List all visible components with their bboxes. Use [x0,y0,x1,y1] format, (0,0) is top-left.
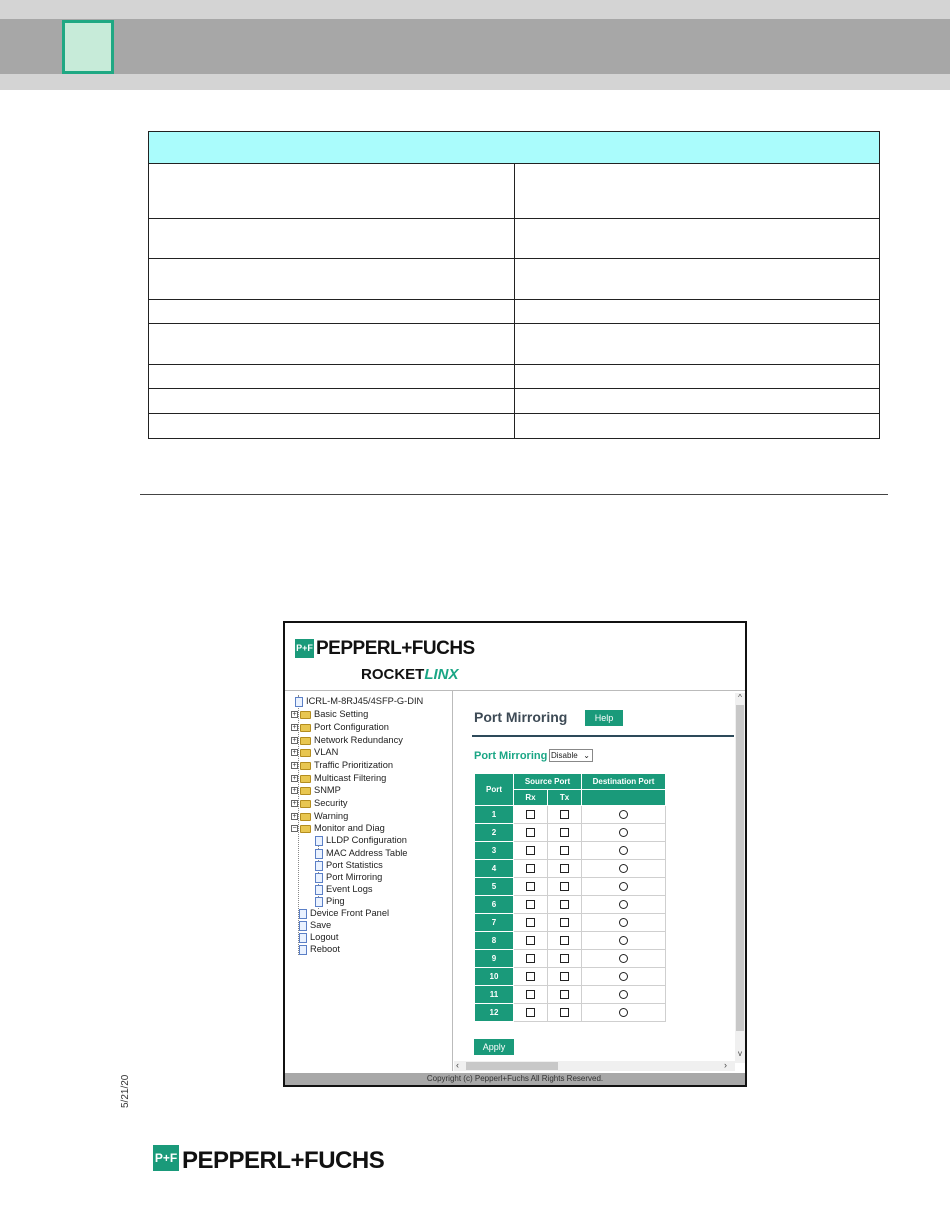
scroll-right-icon[interactable]: › [724,1060,727,1070]
chevron-down-icon: ⌄ [583,751,590,760]
tree-folder-port-configuration[interactable] [291,721,389,733]
scroll-up-icon[interactable]: ^ [738,693,742,702]
port-mirroring-table [474,773,666,1022]
tx-checkbox[interactable] [560,936,569,945]
copyright-footer: Copyright (c) Pepperl+Fuchs All Rights Reserved. [285,1073,745,1085]
rx-checkbox[interactable] [526,882,535,891]
tx-checkbox-cell [548,932,582,950]
destination-radio-cell [582,986,666,1004]
table-cell [149,365,515,389]
tree-item-mac-address-table[interactable] [315,847,407,859]
tx-checkbox[interactable] [560,864,569,873]
vertical-scrollbar[interactable] [735,693,745,1063]
port-mirroring-screenshot [283,621,747,1087]
content-pane [454,691,734,1071]
destination-radio-cell [582,1004,666,1022]
destination-radio-cell [582,806,666,824]
tree-folder-security[interactable] [291,797,348,809]
tree-item-port-statistics[interactable] [315,859,383,871]
table-cell [149,414,515,439]
tx-checkbox-cell [548,1004,582,1022]
tx-checkbox[interactable] [560,918,569,927]
table-cell [514,324,880,365]
tree-item-label: Logout [310,932,339,942]
folder-icon [300,813,311,821]
destination-radio-cell [582,932,666,950]
tree-item-port-mirroring[interactable] [315,871,382,883]
table-row [475,950,666,968]
table-cell [514,164,880,219]
expand-icon[interactable]: + [292,737,297,745]
rx-checkbox[interactable] [526,810,535,819]
destination-radio-cell [582,824,666,842]
document-icon [315,849,323,859]
tree-item-save[interactable] [299,919,331,931]
table-row [475,968,666,986]
port-mirroring-select[interactable] [549,749,593,762]
tx-checkbox[interactable] [560,846,569,855]
port-number: 3 [475,842,514,860]
port-number: 1 [475,806,514,824]
destination-subheader [582,790,666,806]
rx-checkbox-cell [514,842,548,860]
rx-header: Rx [514,790,548,806]
table-row [475,878,666,896]
help-button[interactable]: Help [585,710,623,726]
destination-radio-cell [582,896,666,914]
table-cell [514,219,880,259]
tree-folder-multicast-filtering[interactable] [291,772,386,784]
folder-icon [300,737,311,745]
product-suffix: LINX [424,666,459,683]
tree-item-label: SNMP [314,785,341,795]
tree-item-label: Port Statistics [326,860,383,870]
tx-checkbox[interactable] [560,828,569,837]
tree-item-lldp-configuration[interactable] [315,834,407,846]
tx-checkbox[interactable] [560,900,569,909]
table-cell [149,219,515,259]
document-icon [299,933,307,943]
table-cell [149,259,515,300]
document-icon [299,945,307,955]
tree-root-device[interactable] [295,695,423,707]
port-number: 12 [475,1004,514,1022]
tree-folder-traffic-prioritization[interactable] [291,759,393,771]
tree-item-label: Security [314,798,348,808]
folder-icon [300,749,311,757]
rx-checkbox-cell [514,860,548,878]
tx-checkbox[interactable] [560,810,569,819]
port-number: 11 [475,986,514,1004]
expand-icon[interactable]: + [292,711,297,719]
table-row [475,986,666,1004]
table-cell [149,324,515,365]
tree-item-ping[interactable] [315,895,345,907]
tree-item-label: MAC Address Table [326,848,408,858]
tx-checkbox-cell [548,806,582,824]
document-icon [299,921,307,931]
port-number: 7 [475,914,514,932]
table-row [475,824,666,842]
brand-name: PEPPERL+FUCHS [316,638,475,659]
chapter-marker [62,20,114,74]
rx-checkbox-cell [514,914,548,932]
table-row [475,806,666,824]
tx-checkbox-cell [548,878,582,896]
tx-checkbox-cell [548,986,582,1004]
page-title: Port Mirroring [474,709,568,725]
tree-item-label: Event Logs [326,884,373,894]
table-cell [514,365,880,389]
rx-checkbox-cell [514,896,548,914]
rx-checkbox[interactable] [526,936,535,945]
document-icon [315,897,323,907]
expand-icon[interactable]: + [292,800,297,808]
table-row [475,914,666,932]
table-row [475,842,666,860]
tree-item-label: LLDP Configuration [326,835,407,845]
destination-radio-cell [582,950,666,968]
table-cell [514,389,880,414]
port-mirroring-label: Port Mirroring [474,750,548,762]
tree-item-label: ICRL-M-8RJ45/4SFP-G-DIN [306,696,424,706]
destination-radio-cell [582,878,666,896]
destination-port-header: Destination Port [582,774,666,790]
scrollbar-thumb[interactable] [466,1062,558,1070]
expand-icon[interactable]: + [292,775,297,783]
expand-icon[interactable]: + [292,813,297,821]
product-logo [361,666,459,683]
destination-radio[interactable] [619,936,628,945]
folder-icon [300,787,311,795]
table-row [475,932,666,950]
table-cell [149,300,515,324]
rx-checkbox[interactable] [526,972,535,981]
footer-brand-name: PEPPERL+FUCHS [182,1147,385,1174]
document-icon [299,909,307,919]
tx-checkbox[interactable] [560,954,569,963]
folder-icon [300,762,311,770]
destination-radio[interactable] [619,990,628,999]
tree-item-label: Traffic Prioritization [314,760,394,770]
tree-item-event-logs[interactable] [315,883,373,895]
destination-radio[interactable] [619,972,628,981]
tree-item-device-front-panel[interactable] [299,907,389,919]
document-icon [295,697,303,707]
rx-checkbox[interactable] [526,1008,535,1017]
open-folder-icon [300,825,311,833]
table-cell [149,164,515,219]
tree-item-label: Monitor and Diag [314,823,385,833]
section-divider [140,494,888,495]
folder-icon [300,724,311,732]
tree-item-label: Reboot [310,944,340,954]
header-bottom-band [0,74,950,90]
tree-item-label: VLAN [314,747,339,757]
folder-icon [300,711,311,719]
parameter-table-header [149,132,880,164]
document-icon [315,873,323,883]
tree-item-label: Device Front Panel [310,908,390,918]
destination-radio[interactable] [619,846,628,855]
port-column-header: Port [475,774,514,806]
destination-radio[interactable] [619,828,628,837]
tx-checkbox-cell [548,950,582,968]
tx-checkbox[interactable] [560,972,569,981]
rx-checkbox-cell [514,932,548,950]
tree-folder-warning[interactable] [291,810,348,822]
table-row [475,896,666,914]
folder-icon [300,775,311,783]
table-row [475,860,666,878]
tree-folder-vlan[interactable] [291,746,338,758]
expand-icon[interactable]: + [292,787,297,795]
tree-item-label: Save [310,920,332,930]
destination-radio[interactable] [619,954,628,963]
tree-item-label: Port Configuration [314,722,389,732]
source-port-header: Source Port [514,774,582,790]
collapse-icon[interactable]: − [292,825,297,833]
port-number: 10 [475,968,514,986]
destination-radio-cell [582,860,666,878]
table-cell [514,259,880,300]
destination-radio-cell [582,968,666,986]
title-divider [472,735,734,737]
tree-folder-basic-setting[interactable] [291,708,368,720]
tx-checkbox[interactable] [560,1008,569,1017]
table-cell [149,389,515,414]
tx-checkbox-cell [548,968,582,986]
scroll-left-icon[interactable]: ‹ [456,1060,459,1070]
tree-folder-monitor-and-diag[interactable] [291,822,385,834]
document-icon [315,836,323,846]
tx-checkbox-cell [548,914,582,932]
port-number: 8 [475,932,514,950]
parameter-table [148,131,880,439]
tx-checkbox[interactable] [560,990,569,999]
tree-item-label: Basic Setting [314,709,369,719]
revision-date: 5/21/20 [120,1074,131,1108]
tx-checkbox[interactable] [560,882,569,891]
tree-item-logout[interactable] [299,931,338,943]
table-row [475,1004,666,1022]
tree-item-label: Multicast Filtering [314,773,387,783]
expand-icon[interactable]: + [292,724,297,732]
document-icon [315,861,323,871]
tx-checkbox-cell [548,860,582,878]
scrollbar-thumb[interactable] [736,705,744,1031]
tree-folder-network-redundancy[interactable] [291,734,403,746]
tree-item-label: Ping [326,896,345,906]
apply-button[interactable]: Apply [474,1039,514,1055]
brand-mark-icon: P+F [153,1145,179,1171]
destination-radio-cell [582,842,666,860]
tree-item-label: Port Mirroring [326,872,383,882]
tree-item-reboot[interactable] [299,943,340,955]
rx-checkbox-cell [514,1004,548,1022]
rx-checkbox-cell [514,986,548,1004]
tree-item-label: Warning [314,811,349,821]
destination-radio[interactable] [619,882,628,891]
header-top-band [0,0,950,19]
destination-radio-cell [582,914,666,932]
destination-radio[interactable] [619,900,628,909]
tree-item-label: Network Redundancy [314,735,403,745]
tx-checkbox-cell [548,842,582,860]
header-band [0,19,950,74]
rx-checkbox-cell [514,950,548,968]
table-cell [514,414,880,439]
destination-radio[interactable] [619,1008,628,1017]
brand-mark-icon: P+F [295,639,314,658]
port-mirroring-value: Disable [551,751,578,760]
document-icon [315,885,323,895]
folder-icon [300,800,311,808]
rx-checkbox-cell [514,878,548,896]
port-number: 9 [475,950,514,968]
rx-checkbox[interactable] [526,954,535,963]
destination-radio[interactable] [619,810,628,819]
rx-checkbox-cell [514,806,548,824]
scroll-down-icon[interactable]: v [738,1049,742,1058]
port-number: 2 [475,824,514,842]
rx-checkbox[interactable] [526,864,535,873]
port-number: 4 [475,860,514,878]
tx-checkbox-cell [548,824,582,842]
product-prefix: ROCKET [361,666,425,683]
rx-checkbox[interactable] [526,990,535,999]
port-number: 6 [475,896,514,914]
rx-checkbox[interactable] [526,846,535,855]
tx-header: Tx [548,790,582,806]
rx-checkbox[interactable] [526,828,535,837]
tree-folder-snmp[interactable] [291,784,341,796]
expand-icon[interactable]: + [292,749,297,757]
horizontal-scrollbar[interactable] [454,1061,735,1071]
destination-radio[interactable] [619,918,628,927]
rx-checkbox-cell [514,824,548,842]
rx-checkbox-cell [514,968,548,986]
table-cell [514,300,880,324]
rx-checkbox[interactable] [526,900,535,909]
expand-icon[interactable]: + [292,762,297,770]
rx-checkbox[interactable] [526,918,535,927]
tx-checkbox-cell [548,896,582,914]
navigation-tree [285,691,453,1071]
port-number: 5 [475,878,514,896]
destination-radio[interactable] [619,864,628,873]
